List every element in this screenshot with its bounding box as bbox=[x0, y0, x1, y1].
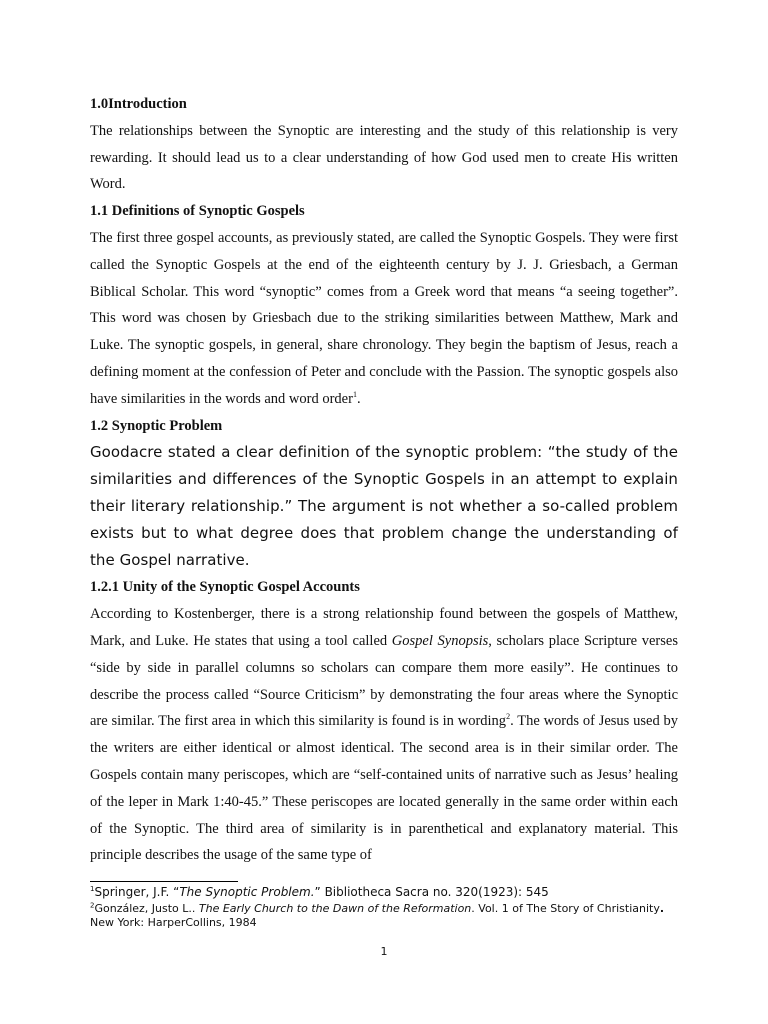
gospel-synopsis-term: Gospel Synopsis bbox=[391, 632, 489, 649]
document-body bbox=[90, 91, 678, 869]
paragraph-definitions-text: The first three gospel accounts, as previously stated, are called the Synoptic Gospels. They were first called the Synoptic Gospels at the end of the eighteenth century by J. J. Griesbach, a German Biblical Scholar. This word “synoptic” comes from a Greek word that means “a seeing together”. This word was chosen by Griesbach due to the striking similarities between Matthew, Mark and Luke. The synoptic gospels, in general, share chronology. They begin the baptism of Jesus, reach a defining moment at the confession of Peter and conclude with the Passion. The synoptic gospels also have similarities in the words and word order bbox=[90, 229, 678, 407]
footnote-1-author: Springer, J.F. “ bbox=[94, 885, 180, 899]
section-heading-unity: 1.2.1 Unity of the Synoptic Gospel Accounts bbox=[90, 579, 360, 596]
paragraph-unity-text-b: , scholars place Scripture verses “side by side in parallel columns so scholars can compare them more easily”. He continues to describe the process called “Source Criticism” by demonstrating the four areas where the Synoptic are similar. The first area in which this similarity is found is in wording bbox=[90, 632, 678, 730]
paragraph-definitions-end: . bbox=[356, 390, 361, 407]
footnote-2 bbox=[90, 902, 690, 930]
paragraph-introduction: The relationships between the Synoptic are interesting and the study of this relationship is very rewarding. It should lead us to a clear understanding of how God used men to create His written Word. bbox=[90, 122, 678, 193]
footnote-1 bbox=[90, 885, 690, 899]
footnote-2-title: The Early Church to the Dawn of the Reformation bbox=[198, 902, 472, 915]
footnote-1-rest: ” Bibliotheca Sacra no. 320(1923): 545 bbox=[314, 885, 549, 899]
section-heading-synoptic-problem: 1.2 Synoptic Problem bbox=[90, 417, 223, 434]
footnote-1-title: The Synoptic Problem. bbox=[179, 885, 315, 899]
paragraph-definitions bbox=[90, 225, 678, 413]
paragraph-unity bbox=[90, 601, 678, 869]
footnote-1-number: 1 bbox=[90, 885, 95, 893]
footnote-reference-1[interactable]: 1 bbox=[352, 389, 357, 399]
footnote-2-bold-period: . bbox=[659, 902, 665, 915]
section-heading-introduction: 1.0Introduction bbox=[90, 96, 187, 112]
page-number: 1 bbox=[380, 945, 388, 958]
footnote-2-rest: . Vol. 1 of The Story of Christianity bbox=[471, 902, 660, 915]
footnote-2-publisher: New York: HarperCollins, 1984 bbox=[90, 916, 257, 929]
footnote-2-number: 2 bbox=[90, 901, 95, 910]
paragraph-unity-text-c: . The words of Jesus used by the writers are either identical or almost identical. The second area is in their similar order. The Gospels contain many periscopes, which are “self-contained units of narrative such as Jesus’ healing of the leper in Mark 1:40-45.” These periscopes are located generally in the same order within each of the Synoptic. The third area of similarity is in parenthetical and explanatory material. This principle describes the usage of the same type of bbox=[90, 713, 679, 864]
paragraph-synoptic-problem: Goodacre stated a clear definition of the synoptic problem: “the study of the similarities and differences of the Synoptic Gospels in an attempt to explain their literary relationship.” The argument is not whether a so-called problem exists but to what degree does that problem change the understanding of the Gospel narrative. bbox=[90, 443, 678, 570]
paragraph-unity-text-a: According to Kostenberger, there is a strong relationship found between the gospels of Matthew, Mark, and Luke. He states that using a tool called bbox=[90, 606, 678, 649]
footnote-reference-2[interactable]: 2 bbox=[506, 712, 511, 722]
footnote-2-author: González, Justo L.. bbox=[94, 902, 199, 915]
footnote-separator bbox=[90, 881, 238, 882]
section-heading-definitions: 1.1 Definitions of Synoptic Gospels bbox=[90, 203, 305, 220]
